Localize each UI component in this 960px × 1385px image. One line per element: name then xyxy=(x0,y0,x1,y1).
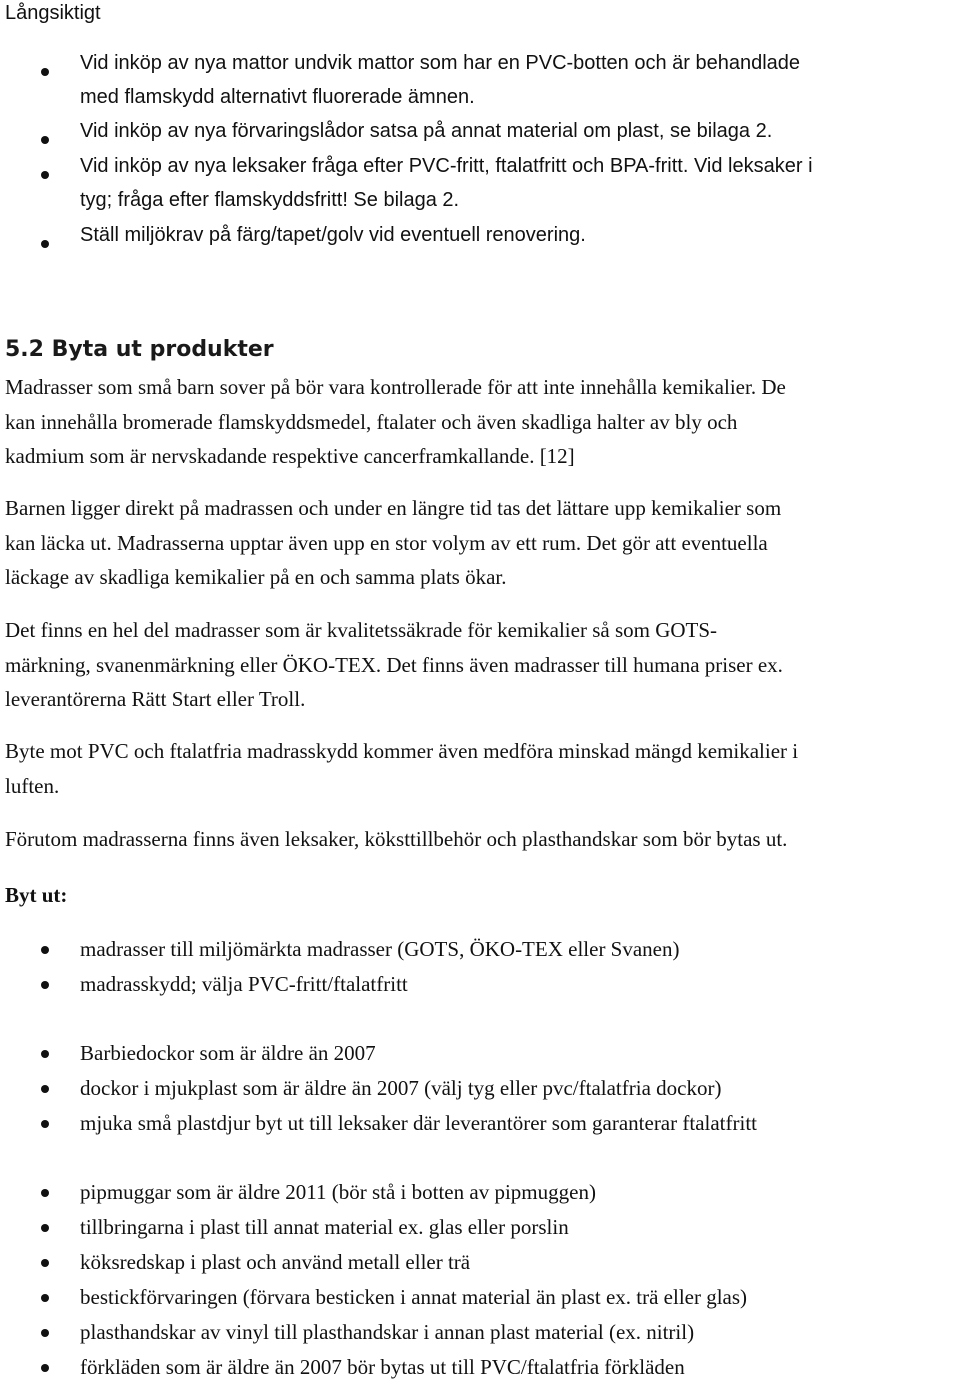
bullet-dot xyxy=(41,1259,49,1267)
list-item: bestickförvaringen (förvara besticken i annat material än plast ex. trä eller glas) xyxy=(80,1285,748,1309)
list-item: tillbringarna i plast till annat material ex. glas eller porslin xyxy=(80,1215,569,1239)
list-item: förkläden som är äldre än 2007 bör bytas ut till PVC/ftalatfria förkläden xyxy=(80,1355,685,1379)
bullet-dot xyxy=(41,1224,49,1232)
paragraph-line: kan läcka ut. Madrasserna upptar även upp en stor volym av ett rum. Det gör att eventuella xyxy=(5,530,768,555)
list-item: köksredskap i plast och använd metall eller trä xyxy=(80,1250,471,1274)
bullet-dot xyxy=(41,1364,49,1372)
list-item: Vid inköp av nya leksaker fråga efter PVC-fritt, ftalatfritt och BPA-fritt. Vid leksaker i xyxy=(80,155,813,177)
bullet-dot xyxy=(41,240,49,248)
paragraph xyxy=(5,734,960,803)
paragraph-line: Barnen ligger direkt på madrassen och under en längre tid tas det lättare upp kemikalier som xyxy=(5,496,782,520)
paragraph-line: kadmium som är nervskadande respektive cancerframkallande. [12] xyxy=(5,444,575,468)
list-item: Vid inköp av nya mattor undvik mattor som har en PVC-botten och är behandlade xyxy=(80,52,801,74)
list-item-continuation: med flamskydd alternativt fluorerade ämnen. xyxy=(80,86,475,108)
paragraph-line: märkning, svanenmärkning eller ÖKO-TEX. Det finns även madrasser till humana priser ex. xyxy=(5,652,783,677)
paragraph xyxy=(5,491,960,595)
section-title: Långsiktigt xyxy=(5,2,101,24)
paragraph-line: kan innehålla bromerade flamskyddsmedel, ftalater och även skadliga halter av bly och xyxy=(5,409,738,434)
paragraph xyxy=(5,370,960,474)
replace-list-group xyxy=(0,932,960,1002)
bullet-dot xyxy=(41,68,49,76)
paragraph-line: Byte mot PVC och ftalatfria madrasskydd kommer även medföra minskad mängd kemikalier i xyxy=(5,739,799,763)
list-item: dockor i mjukplast som är äldre än 2007 (välj tyg eller pvc/ftalatfria dockor) xyxy=(80,1076,722,1100)
bullet-dot xyxy=(41,136,49,144)
bullet-dot xyxy=(41,1050,49,1058)
bullet-dot xyxy=(41,1085,49,1093)
list-item-continuation: tyg; fråga efter flamskyddsfritt! Se bilaga 2. xyxy=(80,189,460,211)
replace-list-group xyxy=(0,1175,960,1385)
list-item: Vid inköp av nya förvaringslådor satsa på annat material om plast, se bilaga 2. xyxy=(80,120,773,142)
bullet-dot xyxy=(41,1120,49,1128)
byt-ut-label: Byt ut: xyxy=(5,883,68,907)
bullet-dot xyxy=(41,946,49,954)
bullet-dot xyxy=(41,981,49,989)
section-heading: 5.2 Byta ut produkter xyxy=(5,337,274,362)
list-item: plasthandskar av vinyl till plasthandskar i annan plast material (ex. nitril) xyxy=(80,1320,695,1344)
bullet-dot xyxy=(41,1294,49,1302)
paragraph-line: luften. xyxy=(5,773,60,798)
bullet-dot xyxy=(41,1189,49,1197)
list-item: pipmuggar som är äldre 2011 (bör stå i botten av pipmuggen) xyxy=(80,1180,596,1204)
paragraph-line: Förutom madrasserna finns även leksaker, köksttillbehör och plasthandskar som bör bytas ut. xyxy=(5,827,788,851)
bullet-dot xyxy=(41,171,49,179)
paragraph-line: leverantörerna Rätt Start eller Troll. xyxy=(5,687,306,711)
paragraph-line: läckage av skadliga kemikalier på en och samma plats ökar. xyxy=(5,565,507,589)
list-item: Ställ miljökrav på färg/tapet/golv vid eventuell renovering. xyxy=(80,224,586,246)
paragraph xyxy=(5,822,960,857)
list-item: madrasskydd; välja PVC-fritt/ftalatfritt xyxy=(80,972,408,996)
list-item: Barbiedockor som är äldre än 2007 xyxy=(80,1041,376,1065)
list-item: mjuka små plastdjur byt ut till leksaker där leverantörer som garanterar ftalatfritt xyxy=(80,1111,758,1135)
paragraph-line: Madrasser som små barn sover på bör vara kontrollerade för att inte innehålla kemikalier. De xyxy=(5,375,786,399)
paragraph-line: Det finns en hel del madrasser som är kvalitetssäkrade för kemikalier så som GOTS- xyxy=(5,618,718,642)
bullet-dot xyxy=(41,1329,49,1337)
paragraph xyxy=(5,613,960,717)
replace-list-group xyxy=(0,1036,960,1141)
list-item: madrasser till miljömärkta madrasser (GOTS, ÖKO-TEX eller Svanen) xyxy=(80,937,680,961)
